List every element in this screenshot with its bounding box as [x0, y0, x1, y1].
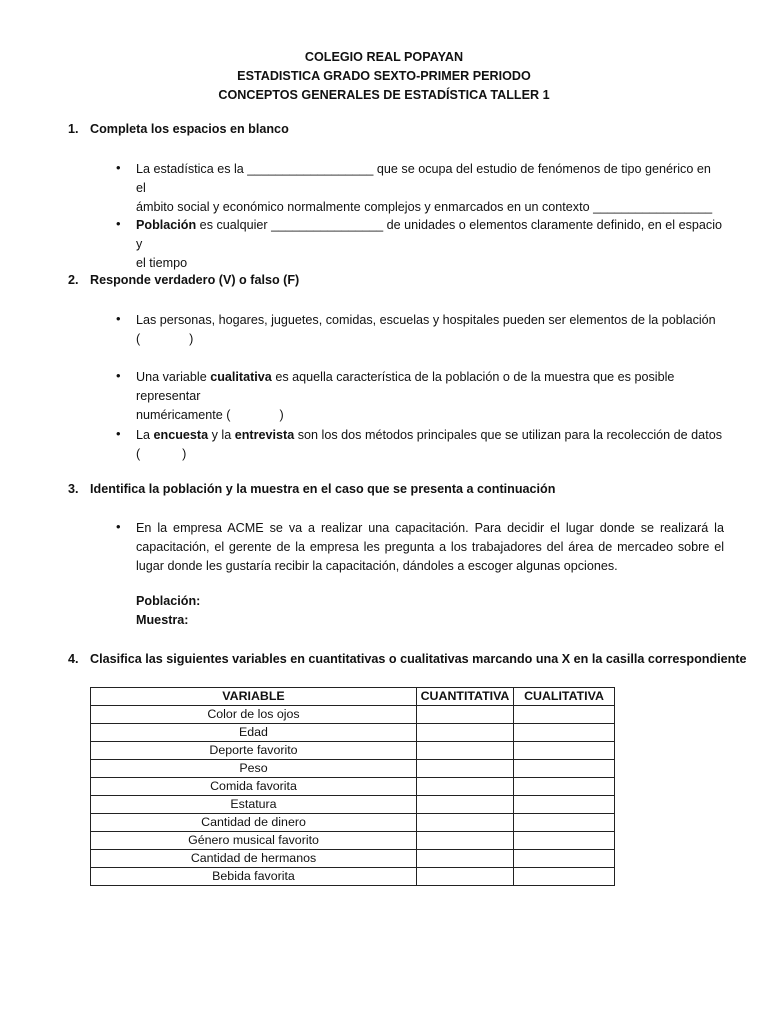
bullet-icon: • — [116, 368, 121, 383]
question-number: 3. — [68, 482, 79, 496]
cualitativa-cell[interactable] — [514, 778, 615, 796]
text-span: son los dos métodos principales que se utilizan para la recolección de datos — [294, 428, 722, 442]
variable-cell: Comida favorita — [91, 778, 417, 796]
bullet-text — [136, 216, 724, 273]
cualitativa-cell[interactable] — [514, 742, 615, 760]
variable-cell: Estatura — [91, 796, 417, 814]
table-row — [91, 742, 615, 760]
table-row — [91, 814, 615, 832]
variables-table — [90, 687, 615, 886]
table-row — [91, 706, 615, 724]
variable-cell: Deporte favorito — [91, 742, 417, 760]
text-line: La estadística es la __________________ que se ocupa del estudio de fenómenos de tipo genérico en el — [136, 162, 711, 195]
bullet-text — [136, 160, 724, 217]
document-header — [0, 48, 768, 105]
school-name: COLEGIO REAL POPAYAN — [304, 50, 464, 64]
cuantitativa-cell[interactable] — [417, 778, 514, 796]
bullet-icon: • — [116, 160, 121, 175]
bold-term: entrevista — [234, 428, 295, 442]
cuantitativa-cell[interactable] — [417, 796, 514, 814]
variable-cell: Género musical favorito — [91, 832, 417, 850]
bullet-text — [136, 368, 724, 425]
table-row — [91, 760, 615, 778]
variable-cell: Peso — [91, 760, 417, 778]
bullet-icon: • — [116, 311, 121, 326]
header-variable: VARIABLE — [91, 688, 417, 706]
cuantitativa-cell[interactable] — [417, 742, 514, 760]
course-name: ESTADISTICA GRADO SEXTO-PRIMER PERIODO — [237, 69, 531, 83]
question-title: Clasifica las siguientes variables en cuantitativas o cualitativas marcando una X en la casilla correspondiente — [90, 652, 747, 666]
cualitativa-cell[interactable] — [514, 832, 615, 850]
bold-term: encuesta — [153, 428, 209, 442]
muestra-label: Muestra: — [136, 613, 189, 627]
answer-blank[interactable]: ( ) — [136, 332, 194, 346]
variable-cell: Cantidad de hermanos — [91, 850, 417, 868]
worksheet-title: CONCEPTOS GENERALES DE ESTADÍSTICA TALLER 1 — [218, 88, 550, 102]
question-number: 2. — [68, 273, 79, 287]
table-row — [91, 832, 615, 850]
header-cuantitativa: CUANTITATIVA — [417, 688, 514, 706]
header-cualitativa: CUALITATIVA — [514, 688, 615, 706]
cualitativa-cell[interactable] — [514, 760, 615, 778]
text-line — [136, 426, 724, 445]
bold-term: cualitativa — [210, 370, 272, 384]
cualitativa-cell[interactable] — [514, 796, 615, 814]
question-4-heading — [68, 652, 747, 666]
text-line: el tiempo — [136, 256, 188, 270]
question-title: Completa los espacios en blanco — [90, 122, 289, 136]
cuantitativa-cell[interactable] — [417, 760, 514, 778]
variable-cell: Color de los ojos — [91, 706, 417, 724]
question-number: 4. — [68, 652, 79, 666]
table-row — [91, 778, 615, 796]
text-span: es cualquier ________________ de unidades o elementos claramente definido, en el espacio y — [136, 218, 723, 251]
question-1-heading — [68, 122, 289, 136]
text-line — [136, 368, 724, 406]
question-2-heading — [68, 273, 299, 287]
case-paragraph: En la empresa ACME se va a realizar una capacitación. Para decidir el lugar donde se realizará la capacitación, el gerente de la empresa les pregunta a los trabajadores del área de mercadeo sobre el lugar donde les gustaría recibir la capacitación, dándoles a escoger algunas opciones. — [136, 521, 724, 573]
text-span: Una variable — [136, 370, 211, 384]
question-title: Responde verdadero (V) o falso (F) — [90, 273, 300, 287]
text-span: y la — [208, 428, 235, 442]
question-3-heading — [68, 482, 555, 496]
table-header-row — [91, 688, 615, 706]
cualitativa-cell[interactable] — [514, 814, 615, 832]
bullet-icon: • — [116, 216, 121, 231]
table-row — [91, 850, 615, 868]
variable-cell: Edad — [91, 724, 417, 742]
variable-cell: Cantidad de dinero — [91, 814, 417, 832]
cuantitativa-cell[interactable] — [417, 832, 514, 850]
cuantitativa-cell[interactable] — [417, 850, 514, 868]
bullet-text — [136, 311, 724, 349]
table-row — [91, 724, 615, 742]
cuantitativa-cell[interactable] — [417, 868, 514, 886]
bullet-text — [136, 426, 724, 464]
bullet-icon: • — [116, 426, 121, 441]
table-row — [91, 868, 615, 886]
text-line: Las personas, hogares, juguetes, comidas, escuelas y hospitales pueden ser elementos de la población — [136, 313, 716, 327]
cuantitativa-cell[interactable] — [417, 706, 514, 724]
cualitativa-cell[interactable] — [514, 850, 615, 868]
cuantitativa-cell[interactable] — [417, 814, 514, 832]
text-line — [136, 216, 724, 254]
cualitativa-cell[interactable] — [514, 706, 615, 724]
bold-term: Población — [136, 218, 197, 232]
text-span: La — [136, 428, 154, 442]
text-span: es aquella característica de la población o de la muestra que es posible representar — [136, 370, 675, 403]
answer-blank[interactable]: ( ) — [136, 447, 187, 461]
bullet-icon: • — [116, 519, 121, 534]
poblacion-label: Población: — [136, 594, 201, 608]
table-row — [91, 796, 615, 814]
cualitativa-cell[interactable] — [514, 868, 615, 886]
variable-cell: Bebida favorita — [91, 868, 417, 886]
answer-blank[interactable]: numéricamente ( ) — [136, 408, 284, 422]
question-title: Identifica la población y la muestra en el caso que se presenta a continuación — [90, 482, 556, 496]
text-line: ámbito social y económico normalmente complejos y enmarcados en un contexto _________________ — [136, 200, 713, 214]
cuantitativa-cell[interactable] — [417, 724, 514, 742]
question-number: 1. — [68, 122, 79, 136]
cualitativa-cell[interactable] — [514, 724, 615, 742]
